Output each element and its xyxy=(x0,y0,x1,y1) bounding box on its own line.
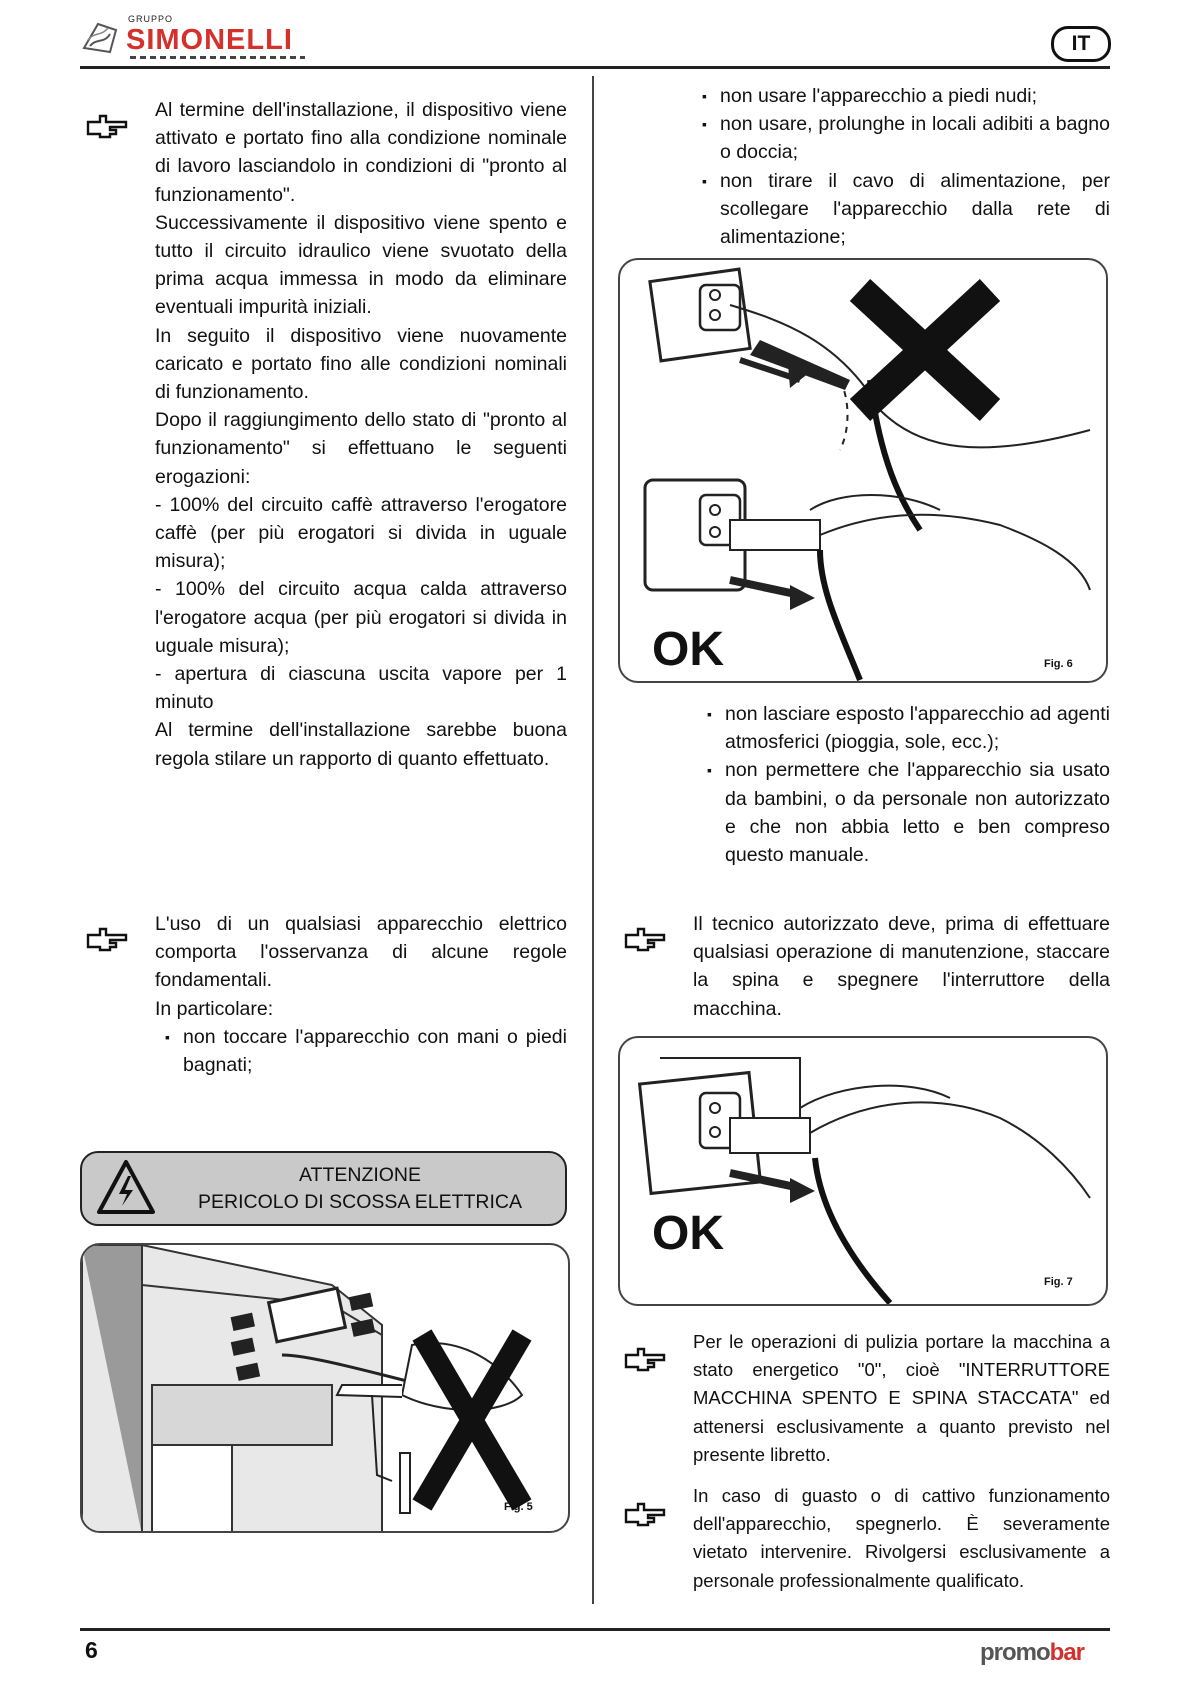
technician-note: Il tecnico autorizzato deve, prima di effettuare qualsiasi operazione di manutenzione, staccare la spina e spegnere l'interruttore della macchina. xyxy=(693,913,1110,1020)
figure-6 xyxy=(618,258,1108,683)
installation-paragraph: Al termine dell'installazione sarebbe buona regola stilare un rapporto di quanto effettuato. xyxy=(155,719,567,770)
pointing-hand-icon xyxy=(624,925,668,955)
footer-brand-part1: promo xyxy=(980,1639,1050,1666)
figure-5 xyxy=(80,1243,570,1533)
figure-7 xyxy=(618,1036,1108,1306)
safety-bullet: ▪ non usare, prolunghe in locali adibiti a bagno o doccia; xyxy=(700,110,1110,166)
coffee-machine-illustration xyxy=(82,1245,570,1533)
warning-triangle-icon xyxy=(95,1158,157,1218)
safety-bullet: ▪ non permettere che l'apparecchio sia usato da bambini, o da personale non autorizzato e che non abbia letto e ben compreso questo manuale. xyxy=(705,756,1110,869)
pointing-hand-icon xyxy=(624,1500,668,1530)
brand-group-label: GRUPPO xyxy=(128,14,174,24)
safety-bullet: ▪ non tirare il cavo di alimentazione, per scollegare l'apparecchio dalla rete di alimentazione; xyxy=(700,167,1110,252)
warning-subtitle: PERICOLO DI SCOSSA ELETTRICA xyxy=(198,1191,522,1213)
installation-text xyxy=(155,96,567,773)
installation-paragraph: - 100% del circuito caffè attraverso l'erogatore caffè (per più erogatori si divida in uguale misura); xyxy=(155,493,567,573)
figure-5-label: Fig. 5 xyxy=(504,1501,533,1513)
installation-paragraph: Al termine dell'installazione, il dispositivo viene attivato e portato fino alla condizione nominale di lavoro lasciandolo in condizioni di "pronto al funzionamento". xyxy=(155,99,567,206)
warning-title: ATTENZIONE xyxy=(298,1164,422,1186)
in-particular-label: In particolare: xyxy=(155,997,274,1020)
ok-label: OK xyxy=(652,623,724,676)
footer-brand-part2: bar xyxy=(1049,1639,1085,1666)
brand-name: SIMONELLI xyxy=(126,24,293,56)
page-number: 6 xyxy=(85,1637,98,1663)
unplug-ok-illustration xyxy=(620,1038,1108,1306)
warning-text xyxy=(160,1162,560,1216)
logo-icon xyxy=(80,18,122,58)
installation-paragraph: Successivamente il dispositivo viene spento e tutto il circuito idraulico viene svuotato della prima acqua immessa in modo da eliminare eventuali impurità iniziali. xyxy=(155,211,567,319)
safety-bullet: ▪ non toccare l'apparecchio con mani o piedi bagnati; xyxy=(163,1023,567,1079)
figure-7-label: Fig. 7 xyxy=(1044,1276,1073,1288)
safety-bullets-top xyxy=(700,82,1110,251)
footer-rule xyxy=(80,1628,1110,1631)
brand-underline xyxy=(130,56,305,59)
header-rule xyxy=(80,66,1110,69)
footer-brand xyxy=(980,1639,1084,1667)
safety-bullet: ▪ non usare l'apparecchio a piedi nudi; xyxy=(700,82,1110,110)
pointing-hand-icon xyxy=(86,112,130,142)
electrical-intro: L'uso di un qualsiasi apparecchio elettrico comporta l'osservanza di alcune regole fondamentali. xyxy=(155,913,567,992)
language-badge: IT xyxy=(1051,26,1111,62)
installation-paragraph: - apertura di ciascuna uscita vapore per 1 minuto xyxy=(155,663,567,714)
electrical-rules-text xyxy=(155,910,567,1079)
safety-bullets-mid xyxy=(705,700,1110,869)
installation-paragraph: In seguito il dispositivo viene nuovamente caricato e portato fino alle condizioni nominali di funzionamento. xyxy=(155,324,567,404)
unplug-illustration xyxy=(620,260,1108,683)
figure-6-label: Fig. 6 xyxy=(1044,658,1073,670)
installation-paragraph: Dopo il raggiungimento dello stato di "pronto al funzionamento" si effettuano le seguenti erogazioni: xyxy=(155,409,567,488)
ok-label: OK xyxy=(652,1207,724,1260)
fault-note: In caso di guasto o di cattivo funzionamento dell'apparecchio, spegnerlo. È severamente vietato intervenire. Rivolgersi esclusivamente a personale professionalmente qualificato. xyxy=(693,1485,1110,1591)
installation-paragraph: - 100% del circuito acqua calda attraverso l'erogatore acqua (per più erogatori si divida in uguale misura); xyxy=(155,578,567,657)
pointing-hand-icon xyxy=(86,925,130,955)
column-divider xyxy=(592,76,594,1604)
cleaning-note: Per le operazioni di pulizia portare la macchina a stato energetico "0", cioè "INTERRUTTORE MACCHINA SPENTO E SPINA STACCATA" ed attenersi esclusivamente a quanto previsto nel presente libretto. xyxy=(693,1331,1110,1465)
pointing-hand-icon xyxy=(624,1345,668,1375)
safety-bullet: ▪ non lasciare esposto l'apparecchio ad agenti atmosferici (pioggia, sole, ecc.); xyxy=(705,700,1110,756)
